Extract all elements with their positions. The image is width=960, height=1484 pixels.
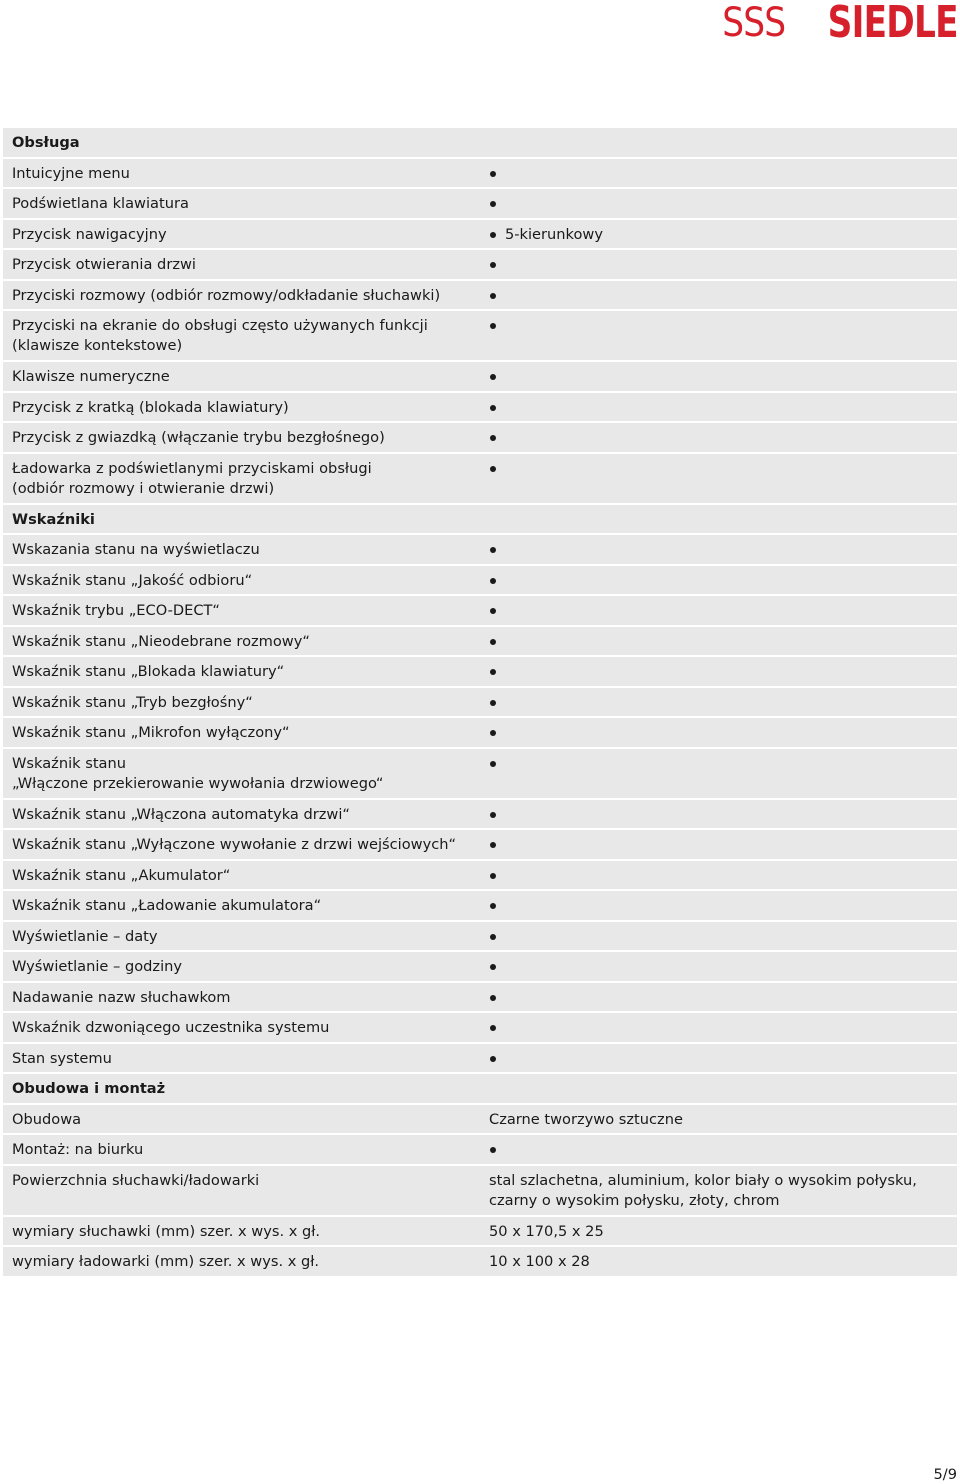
spec-value xyxy=(489,1252,590,1272)
spec-row xyxy=(3,891,957,922)
label-line: (odbiór rozmowy i otwieranie drzwi) xyxy=(12,479,275,497)
label-line: Przycisk z kratką (blokada klawiatury) xyxy=(12,398,289,416)
spec-row xyxy=(3,749,957,800)
spec-label xyxy=(12,459,372,499)
spec-label xyxy=(12,805,350,825)
spec-label xyxy=(12,601,220,621)
spec-row xyxy=(3,1217,957,1248)
bullet-dot-icon xyxy=(490,842,496,848)
spec-row xyxy=(3,454,957,505)
value-line: stal szlachetna, aluminium, kolor biały o wysokim połysku, xyxy=(489,1171,917,1189)
bullet-dot-icon xyxy=(490,903,496,909)
label-line: Wskaźnik trybu „ECO-DECT“ xyxy=(12,602,220,619)
bullet-dot-icon xyxy=(490,405,496,411)
spec-label xyxy=(12,571,252,591)
label-line: Wskaźnik stanu xyxy=(12,754,126,772)
spec-label xyxy=(12,1252,319,1272)
spec-value xyxy=(489,1171,917,1211)
spec-label xyxy=(12,428,385,448)
page-number: 5/9 xyxy=(933,1466,957,1483)
label-line: Intuicyjne menu xyxy=(12,164,130,182)
spec-label xyxy=(12,723,290,743)
label-line: Wyświetlanie – godziny xyxy=(12,958,183,975)
spec-label xyxy=(12,927,158,947)
spec-row xyxy=(3,1044,957,1075)
spec-row xyxy=(3,311,957,362)
bullet-dot-icon xyxy=(490,812,496,818)
bullet-dot-icon xyxy=(490,578,496,584)
label-line: Wskaźnik stanu „Ładowanie akumulatora“ xyxy=(12,897,322,914)
label-line: Wskaźnik stanu „Wyłączone wywołanie z drzwi wejściowych“ xyxy=(12,836,457,853)
section-heading xyxy=(12,1079,165,1099)
label-line: Przycisk nawigacyjny xyxy=(12,225,167,243)
spec-label xyxy=(12,286,440,306)
spec-row xyxy=(3,220,957,251)
spec-row xyxy=(3,566,957,597)
spec-label xyxy=(12,540,260,560)
spec-row xyxy=(3,657,957,688)
bullet-dot-icon xyxy=(490,1056,496,1062)
spec-label xyxy=(12,957,182,977)
logo-name: SIEDLE xyxy=(827,0,958,48)
spec-row xyxy=(3,250,957,281)
bullet-dot-icon xyxy=(490,700,496,706)
spec-label xyxy=(12,367,170,387)
section-heading xyxy=(12,133,80,153)
bullet-note: 5-kierunkowy xyxy=(505,225,603,243)
spec-row xyxy=(3,718,957,749)
spec-label xyxy=(12,866,230,886)
value-line: 50 x 170,5 x 25 xyxy=(489,1222,604,1240)
bullet-dot-icon xyxy=(490,995,496,1001)
section-heading-row xyxy=(3,1074,957,1105)
spec-label xyxy=(12,1110,81,1130)
label-line: Wskaźnik stanu „Blokada klawiatury“ xyxy=(12,663,285,680)
spec-row xyxy=(3,830,957,861)
bullet-dot-icon xyxy=(490,1147,496,1153)
bullet-dot-icon xyxy=(490,608,496,614)
label-line: Przyciski rozmowy (odbiór rozmowy/odkładanie słuchawki) xyxy=(12,286,441,304)
spec-row xyxy=(3,861,957,892)
spec-label xyxy=(12,1018,329,1038)
spec-row xyxy=(3,393,957,424)
spec-label xyxy=(12,988,231,1008)
label-line: „Włączone przekierowanie wywołania drzwiowego“ xyxy=(12,774,384,792)
spec-label xyxy=(12,316,428,356)
bullet-dot-icon xyxy=(490,761,496,767)
label-line: Przycisk z gwiazdką (włączanie trybu bezgłośnego) xyxy=(12,429,385,446)
label-line: Ładowarka z podświetlanymi przyciskami obsługi xyxy=(12,459,372,477)
section-heading-row xyxy=(3,128,957,159)
label-line: Nadawanie nazw słuchawkom xyxy=(12,988,231,1006)
label-line: Wskaźnik stanu „Akumulator“ xyxy=(12,866,231,884)
bullet-dot-icon xyxy=(490,232,496,238)
value-line: Czarne tworzywo sztuczne xyxy=(489,1110,683,1128)
spec-row xyxy=(3,952,957,983)
label-line: Wskaźnik stanu „Włączona automatyka drzwi“ xyxy=(12,805,350,823)
spec-label xyxy=(12,1222,320,1242)
spec-row xyxy=(3,1166,957,1217)
label-line: Stan systemu xyxy=(12,1049,112,1067)
spec-label xyxy=(12,194,189,214)
spec-row xyxy=(3,189,957,220)
spec-row xyxy=(3,1135,957,1166)
spec-label xyxy=(12,398,289,418)
section-heading xyxy=(12,510,95,530)
bullet-dot-icon xyxy=(490,171,496,177)
spec-row xyxy=(3,1013,957,1044)
bullet-dot-icon xyxy=(490,639,496,645)
section-heading-row xyxy=(3,505,957,536)
spec-label xyxy=(12,662,284,682)
bullet-dot-icon xyxy=(490,293,496,299)
label-line: Powierzchnia słuchawki/ładowarki xyxy=(12,1171,260,1189)
label-line: wymiary słuchawki (mm) szer. x wys. x gł. xyxy=(12,1222,321,1240)
value-line: 10 x 100 x 28 xyxy=(489,1253,590,1270)
spec-row xyxy=(3,1105,957,1136)
spec-label xyxy=(12,693,253,713)
spec-label xyxy=(12,835,456,855)
spec-label xyxy=(12,1171,259,1191)
bullet-dot-icon xyxy=(490,964,496,970)
spec-label xyxy=(12,225,167,245)
bullet-dot-icon xyxy=(490,730,496,736)
spec-row xyxy=(3,922,957,953)
spec-row xyxy=(3,627,957,658)
spec-value xyxy=(489,1222,604,1242)
label-line: Podświetlana klawiatura xyxy=(12,195,189,212)
label-line: wymiary ładowarki (mm) szer. x wys. x gł. xyxy=(12,1253,320,1270)
label-line: Przyciski na ekranie do obsługi często używanych funkcji xyxy=(12,317,428,334)
label-line: (klawisze kontekstowe) xyxy=(12,337,183,354)
bullet-dot-icon xyxy=(490,466,496,472)
label-line: Wskazania stanu na wyświetlaczu xyxy=(12,541,260,558)
bullet-dot-icon xyxy=(490,374,496,380)
bullet-dot-icon xyxy=(490,873,496,879)
spec-row xyxy=(3,1247,957,1278)
label-line: Wskaźnik stanu „Nieodebrane rozmowy“ xyxy=(12,632,310,650)
value-line: czarny o wysokim połysku, złoty, chrom xyxy=(489,1191,780,1209)
spec-label xyxy=(12,1140,143,1160)
spec-row xyxy=(3,800,957,831)
label-line: Przycisk otwierania drzwi xyxy=(12,256,196,273)
bullet-dot-icon xyxy=(490,201,496,207)
spec-label xyxy=(12,632,310,652)
spec-row xyxy=(3,535,957,566)
label-line: Wskaźnik stanu „Jakość odbioru“ xyxy=(12,571,253,589)
spec-row xyxy=(3,983,957,1014)
label-line: Obsługa xyxy=(12,134,80,151)
logo-mark: SSS xyxy=(722,0,786,46)
label-line: Wskaźniki xyxy=(12,510,95,528)
spec-value xyxy=(489,1110,683,1130)
spec-row xyxy=(3,362,957,393)
spec-label xyxy=(12,1049,112,1069)
spec-row xyxy=(3,281,957,312)
label-line: Obudowa i montaż xyxy=(12,1080,166,1097)
bullet-dot-icon xyxy=(490,323,496,329)
bullet-dot-icon xyxy=(490,669,496,675)
label-line: Wskaźnik dzwoniącego uczestnika systemu xyxy=(12,1019,330,1036)
bullet-dot-icon xyxy=(490,934,496,940)
spec-row xyxy=(3,688,957,719)
bullet-dot-icon xyxy=(490,547,496,553)
label-line: Wskaźnik stanu „Mikrofon wyłączony“ xyxy=(12,724,290,741)
spec-row xyxy=(3,596,957,627)
label-line: Obudowa xyxy=(12,1110,82,1128)
spec-label xyxy=(12,754,383,794)
bullet-dot-icon xyxy=(490,1025,496,1031)
label-line: Wyświetlanie – daty xyxy=(12,927,158,945)
spec-row xyxy=(3,423,957,454)
spec-label xyxy=(12,896,321,916)
spec-row xyxy=(3,159,957,190)
siedle-logo xyxy=(712,0,958,46)
bullet-dot-icon xyxy=(490,262,496,268)
label-line: Montaż: na biurku xyxy=(12,1141,144,1158)
bullet-dot-icon xyxy=(490,435,496,441)
spec-label xyxy=(12,255,196,275)
label-line: Klawisze numeryczne xyxy=(12,368,170,385)
spec-label xyxy=(12,164,130,184)
spec-table xyxy=(3,128,957,1278)
label-line: Wskaźnik stanu „Tryb bezgłośny“ xyxy=(12,693,253,711)
